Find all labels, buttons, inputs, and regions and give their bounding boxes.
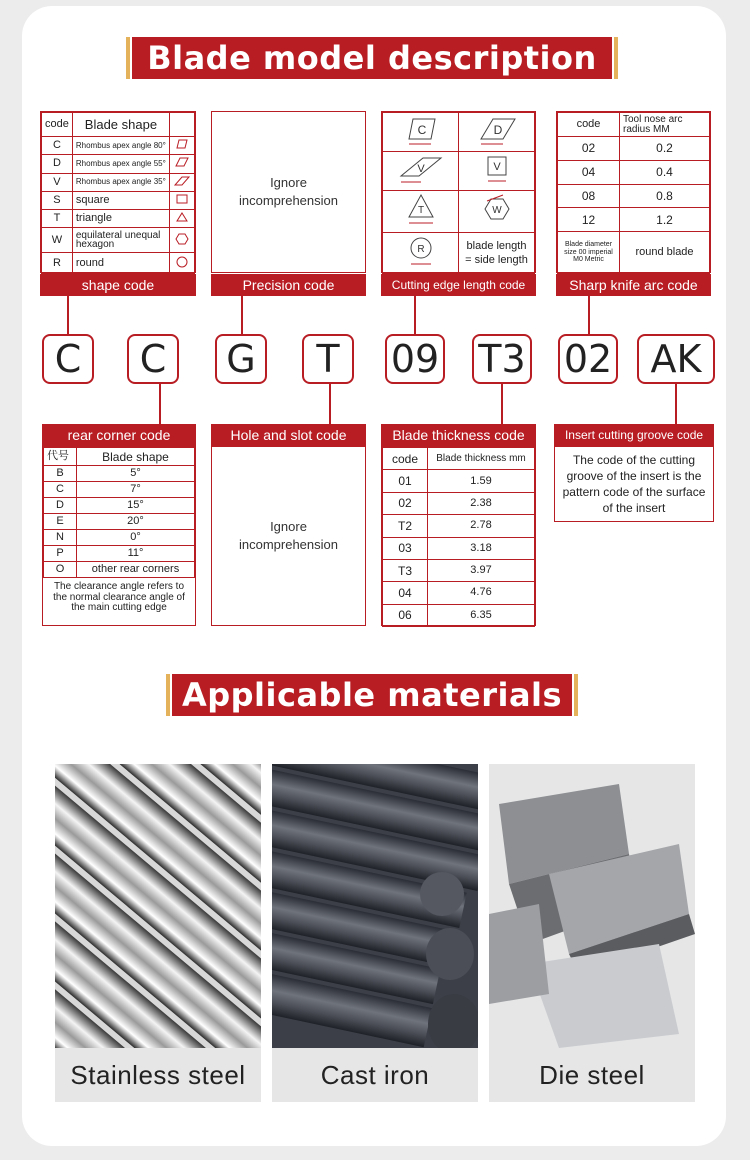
shape-code-label: shape code	[40, 274, 196, 296]
arc-table	[557, 112, 710, 274]
arc-value-cell: 0.2	[620, 137, 710, 161]
cutting-letter: T	[417, 204, 424, 216]
cutting-shape-c	[383, 113, 459, 152]
shape-header-icon	[170, 113, 195, 137]
groove-box	[554, 446, 714, 522]
thickness-table	[382, 447, 535, 627]
material-caption: Die steel	[489, 1048, 695, 1102]
rear-code-cell: P	[44, 546, 77, 562]
thickness-code-cell: T3	[383, 559, 428, 581]
arc-code-cell: 12	[558, 208, 620, 232]
title-text: Applicable materials	[181, 676, 563, 714]
arc-value-cell: 1.2	[620, 208, 710, 232]
connector-line	[675, 384, 677, 424]
shape-desc-cell: triangle	[72, 210, 169, 228]
connector-line	[588, 296, 590, 334]
arc-code-label: Sharp knife arc code	[556, 274, 711, 296]
code-letter-8: AK	[637, 334, 715, 384]
precision-text: Ignore incomprehension	[238, 174, 338, 208]
rear-value-cell: 0°	[77, 530, 195, 546]
title-applicable-materials	[172, 674, 572, 716]
rear-value-cell: 5°	[77, 466, 195, 482]
square-icon	[170, 191, 195, 209]
thickness-box	[381, 446, 536, 626]
rear-code-cell: E	[44, 514, 77, 530]
thickness-code-cell: 01	[383, 470, 428, 492]
thickness-header-value: Blade thickness mm	[428, 448, 535, 470]
thickness-value-cell: 6.35	[428, 604, 535, 626]
rear-table	[43, 447, 195, 578]
thickness-header-code: code	[383, 448, 428, 470]
connector-line	[501, 384, 503, 424]
shape-desc-cell: Rhombus apex angle 35°	[72, 173, 169, 191]
cutting-table	[382, 112, 535, 274]
shape-desc-cell: square	[72, 191, 169, 209]
rear-code-cell: D	[44, 498, 77, 514]
thickness-code-cell: 03	[383, 537, 428, 559]
cutting-letter: C	[417, 122, 426, 137]
arc-round-left: Blade diameter size 00 imperial M0 Metric	[558, 232, 620, 274]
thickness-code-cell: T2	[383, 515, 428, 537]
cutting-shape-d	[459, 113, 535, 152]
shape-code-cell: S	[42, 191, 73, 209]
title-text: Blade model description	[147, 39, 597, 77]
rear-code-cell: B	[44, 466, 77, 482]
thickness-value-cell: 1.59	[428, 470, 535, 492]
rear-corner-box	[42, 446, 196, 626]
stainless-steel-photo	[55, 764, 261, 1048]
cutting-shape-w	[459, 191, 535, 232]
shape-desc-cell: Rhombus apex angle 55°	[72, 155, 169, 173]
cutting-shape-t	[383, 191, 459, 232]
material-caption: Cast iron	[272, 1048, 478, 1102]
connector-line	[414, 296, 416, 334]
arc-code-cell: 02	[558, 137, 620, 161]
arc-header-value: Tool nose arc radius MM	[620, 113, 710, 137]
cutting-note: blade length = side length	[459, 232, 535, 273]
thickness-label: Blade thickness code	[381, 424, 536, 446]
shape-code-box	[40, 111, 196, 273]
thickness-code-cell: 06	[383, 604, 428, 626]
rear-note: The clearance angle refers to the normal clearance angle of the main cutting edge	[53, 581, 185, 613]
cutting-letter: V	[416, 162, 425, 175]
shape-desc-cell: round	[72, 253, 169, 274]
thickness-value-cell: 3.18	[428, 537, 535, 559]
thickness-code-cell: 04	[383, 582, 428, 604]
precision-code-box	[211, 111, 366, 273]
code-letter-1: C	[42, 334, 94, 384]
arc-code-cell: 04	[558, 160, 620, 184]
material-die-steel	[489, 764, 695, 1102]
shape-code-cell: R	[42, 253, 73, 274]
arc-value-cell: 0.8	[620, 184, 710, 208]
rear-header-code: 代号	[44, 448, 77, 466]
cast-iron-photo	[272, 764, 478, 1048]
cutting-shape-v1	[383, 152, 459, 191]
code-letter-6: T3	[472, 334, 532, 384]
thickness-value-cell: 4.76	[428, 582, 535, 604]
shape-header-code: code	[42, 113, 73, 137]
code-letter-7: 02	[558, 334, 618, 384]
shape-header-shape: Blade shape	[72, 113, 169, 137]
code-letter-4: T	[302, 334, 354, 384]
rear-value-cell: 7°	[77, 482, 195, 498]
cutting-shape-v2	[459, 152, 535, 191]
shape-code-cell: W	[42, 228, 73, 253]
rear-code-cell: O	[44, 562, 77, 578]
connector-line	[329, 384, 331, 424]
material-cast-iron	[272, 764, 478, 1102]
rear-code-cell: C	[44, 482, 77, 498]
arc-header-code: code	[558, 113, 620, 137]
code-letter-2: C	[127, 334, 179, 384]
cutting-letter: R	[416, 244, 425, 256]
code-letter-5: 09	[385, 334, 445, 384]
shape-desc-cell: equilateral unequal hexagon	[72, 228, 169, 253]
code-letter-3: G	[215, 334, 267, 384]
groove-text: The code of the cutting groove of the insert is the pattern code of the surface of the insert	[562, 452, 706, 516]
rhombus-35-icon	[170, 173, 195, 191]
triangle-icon	[170, 210, 195, 228]
shape-code-cell: D	[42, 155, 73, 173]
cutting-letter: D	[493, 122, 502, 137]
cutting-letter: V	[492, 160, 501, 173]
precision-code-label: Precision code	[211, 274, 366, 296]
hole-slot-box	[211, 446, 366, 626]
connector-line	[241, 296, 243, 334]
material-caption: Stainless steel	[55, 1048, 261, 1102]
thickness-code-cell: 02	[383, 492, 428, 514]
material-stainless-steel	[55, 764, 261, 1102]
rear-corner-label: rear corner code	[42, 424, 196, 446]
hexagon-icon	[170, 228, 195, 253]
connector-line	[67, 296, 69, 334]
rear-value-cell: 20°	[77, 514, 195, 530]
hole-slot-text: Ignore incomprehension	[238, 518, 338, 552]
groove-label: Insert cutting groove code	[554, 424, 714, 446]
shape-table	[41, 112, 195, 274]
cutting-edge-box	[381, 111, 536, 273]
thickness-value-cell: 3.97	[428, 559, 535, 581]
rear-code-cell: N	[44, 530, 77, 546]
cutting-shape-r	[383, 232, 459, 273]
rhombus-55-icon	[170, 155, 195, 173]
rear-value-cell: other rear corners	[77, 562, 195, 578]
shape-code-cell: T	[42, 210, 73, 228]
shape-desc-cell: Rhombus apex angle 80°	[72, 137, 169, 155]
shape-code-cell: V	[42, 173, 73, 191]
arc-code-box	[556, 111, 711, 273]
connector-line	[159, 384, 161, 424]
arc-code-cell: 08	[558, 184, 620, 208]
rear-value-cell: 11°	[77, 546, 195, 562]
title-blade-model	[132, 37, 612, 79]
arc-value-cell: 0.4	[620, 160, 710, 184]
circle-icon	[170, 253, 195, 274]
cutting-letter: W	[491, 204, 502, 216]
shape-code-cell: C	[42, 137, 73, 155]
hole-slot-label: Hole and slot code	[211, 424, 366, 446]
die-steel-photo	[489, 764, 695, 1048]
rhombus-80-icon	[170, 137, 195, 155]
cutting-edge-label: Cutting edge length code	[381, 274, 536, 296]
arc-round-right: round blade	[620, 232, 710, 274]
rear-header-shape: Blade shape	[77, 448, 195, 466]
thickness-value-cell: 2.78	[428, 515, 535, 537]
thickness-value-cell: 2.38	[428, 492, 535, 514]
rear-value-cell: 15°	[77, 498, 195, 514]
